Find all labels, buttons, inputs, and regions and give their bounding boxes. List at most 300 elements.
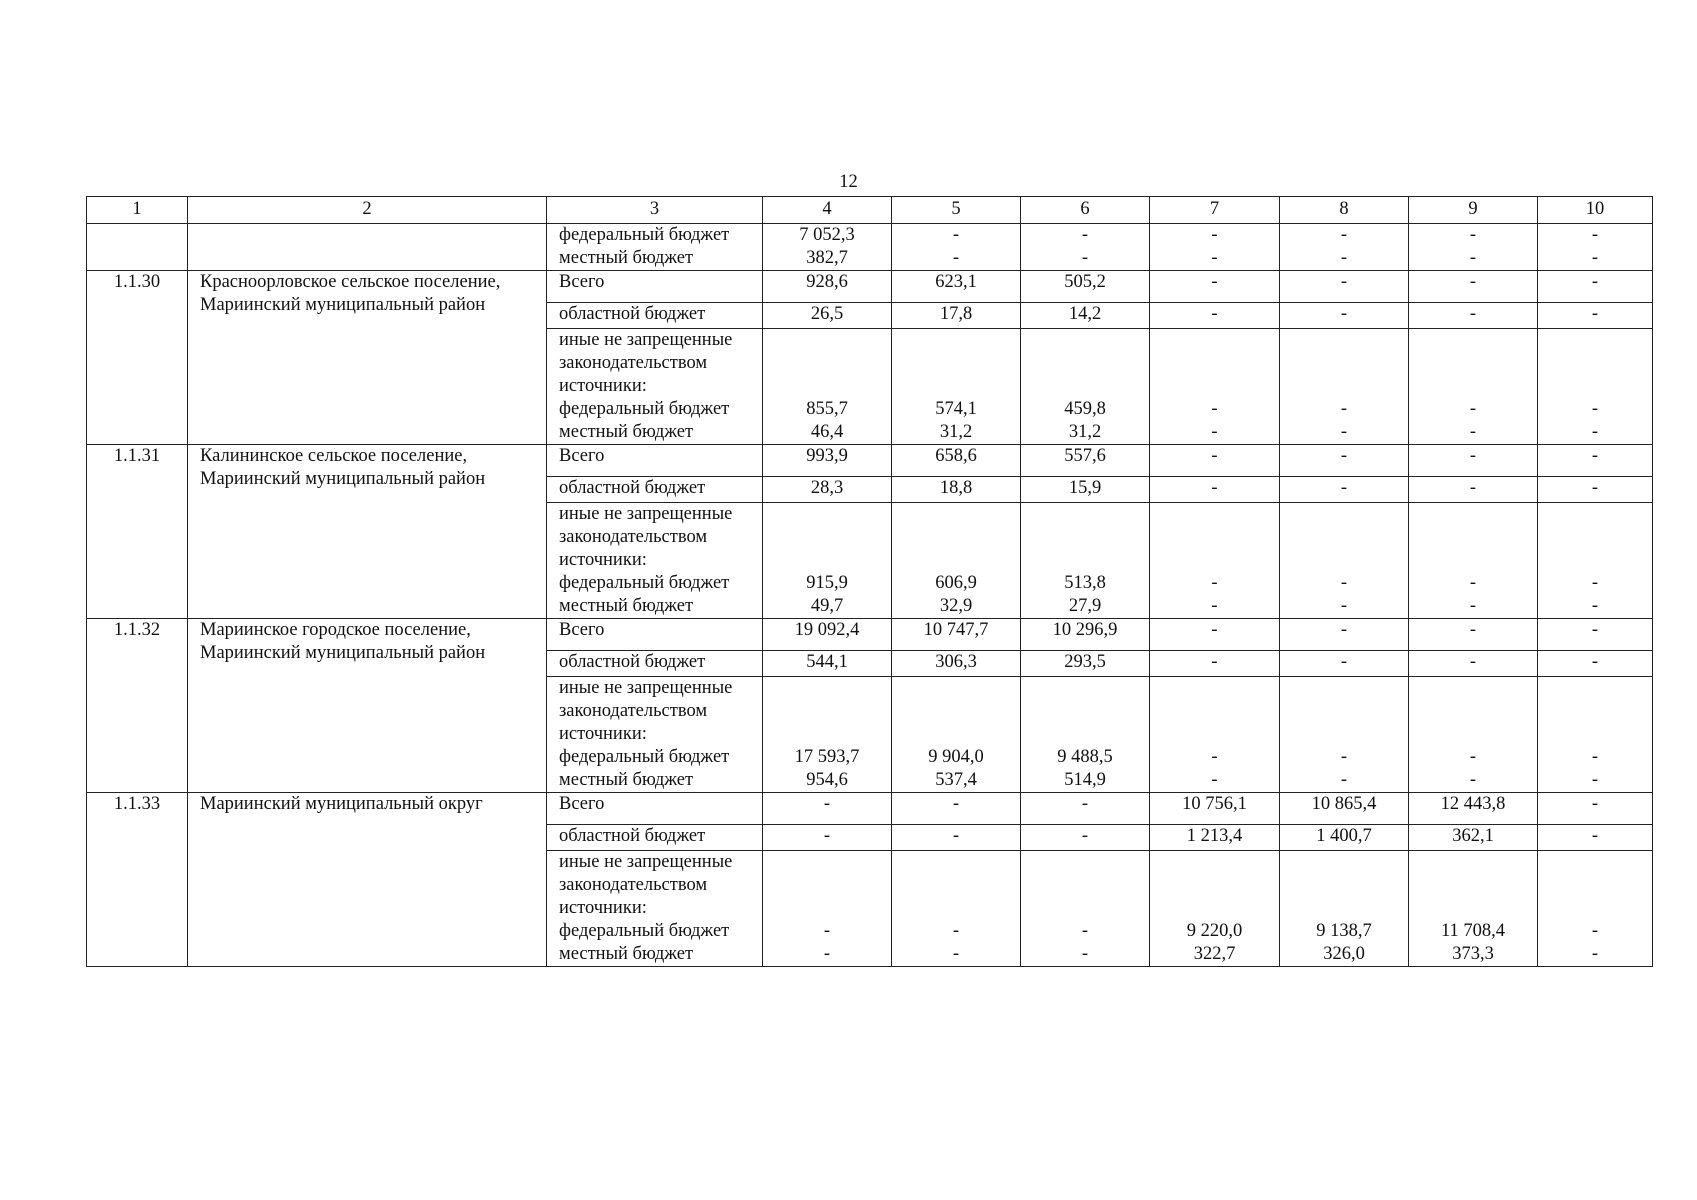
value-federal: 606,9 bbox=[935, 573, 977, 593]
value-stack bbox=[767, 851, 887, 966]
value-spacer bbox=[1542, 549, 1648, 572]
value-regional: 26,5 bbox=[763, 303, 892, 329]
value-cell bbox=[1538, 851, 1653, 967]
source-label-local: местный бюджет bbox=[559, 944, 694, 964]
value-local: - bbox=[1469, 248, 1477, 268]
value-spacer bbox=[1154, 700, 1275, 723]
value-spacer bbox=[767, 503, 887, 526]
value-spacer bbox=[1284, 723, 1404, 746]
value-spacer bbox=[767, 375, 887, 398]
value-spacer bbox=[1154, 526, 1275, 549]
value-federal: - bbox=[1591, 573, 1599, 593]
value-spacer bbox=[1413, 375, 1533, 398]
value-spacer bbox=[1284, 352, 1404, 375]
value-spacer bbox=[1542, 874, 1648, 897]
value-stack bbox=[1025, 224, 1145, 270]
value-total: 19 092,4 bbox=[763, 619, 892, 651]
value-total: - bbox=[1021, 793, 1150, 825]
value-regional: 17,8 bbox=[892, 303, 1021, 329]
value-federal: 9 220,0 bbox=[1186, 921, 1243, 941]
column-header: 6 bbox=[1021, 197, 1150, 224]
value-spacer bbox=[1542, 375, 1648, 398]
value-spacer bbox=[1025, 874, 1145, 897]
value-spacer bbox=[1413, 677, 1533, 700]
source-label-federal: федеральный бюджет bbox=[559, 921, 730, 941]
value-local: 32,9 bbox=[939, 596, 973, 616]
column-header: 3 bbox=[547, 197, 763, 224]
value-total: - bbox=[1409, 445, 1538, 477]
column-header: 5 bbox=[892, 197, 1021, 224]
value-spacer bbox=[1154, 503, 1275, 526]
value-cell bbox=[892, 851, 1021, 967]
value-stack bbox=[1025, 329, 1145, 444]
value-regional: - bbox=[1409, 477, 1538, 503]
value-cell bbox=[1280, 503, 1409, 619]
value-cell bbox=[1538, 503, 1653, 619]
value-stack bbox=[767, 224, 887, 270]
value-cell bbox=[1150, 677, 1280, 793]
row-code: 1.1.33 bbox=[87, 793, 188, 967]
value-regional: - bbox=[1538, 477, 1653, 503]
row-total bbox=[87, 619, 1653, 651]
row-code: 1.1.31 bbox=[87, 445, 188, 619]
value-spacer bbox=[767, 700, 887, 723]
value-stack bbox=[896, 677, 1016, 792]
value-total: - bbox=[1280, 619, 1409, 651]
value-spacer bbox=[1154, 352, 1275, 375]
column-header: 1 bbox=[87, 197, 188, 224]
value-spacer bbox=[896, 549, 1016, 572]
value-spacer bbox=[1025, 549, 1145, 572]
value-federal: - bbox=[1591, 921, 1599, 941]
value-spacer bbox=[1025, 723, 1145, 746]
source-label-federal: федеральный бюджет bbox=[559, 399, 730, 419]
value-spacer bbox=[1413, 723, 1533, 746]
value-federal: - bbox=[823, 921, 831, 941]
value-total: 505,2 bbox=[1021, 271, 1150, 303]
value-regional: - bbox=[1409, 303, 1538, 329]
value-spacer bbox=[767, 526, 887, 549]
value-federal: - bbox=[1211, 573, 1218, 593]
value-stack bbox=[1284, 329, 1404, 444]
value-regional: 28,3 bbox=[763, 477, 892, 503]
value-spacer bbox=[1025, 677, 1145, 700]
value-spacer bbox=[1413, 329, 1533, 352]
value-spacer bbox=[1025, 897, 1145, 920]
value-local: - bbox=[1469, 422, 1477, 442]
value-local: - bbox=[1591, 596, 1599, 616]
value-spacer bbox=[767, 874, 887, 897]
value-total: 928,6 bbox=[763, 271, 892, 303]
source-label-other: источники: bbox=[559, 724, 647, 744]
source-label-total: Всего bbox=[547, 271, 763, 303]
value-stack bbox=[1284, 851, 1404, 966]
value-regional: 293,5 bbox=[1021, 651, 1150, 677]
name-line: Мариинский муниципальный район bbox=[200, 295, 486, 315]
value-spacer bbox=[1154, 851, 1275, 874]
value-spacer bbox=[1154, 677, 1275, 700]
value-spacer bbox=[1542, 526, 1648, 549]
value-total: - bbox=[1409, 271, 1538, 303]
value-local: 27,9 bbox=[1068, 596, 1102, 616]
name-line: Мариинский муниципальный район bbox=[200, 643, 486, 663]
value-spacer bbox=[1542, 723, 1648, 746]
source-label-federal: федеральный бюджет bbox=[559, 573, 730, 593]
value-local: - bbox=[1591, 422, 1599, 442]
source-label-other: источники: bbox=[559, 898, 647, 918]
value-local: - bbox=[1081, 248, 1089, 268]
value-cell bbox=[1150, 503, 1280, 619]
value-federal: 574,1 bbox=[935, 399, 977, 419]
column-header: 4 bbox=[763, 197, 892, 224]
source-label-regional: областной бюджет bbox=[547, 303, 763, 329]
value-local: 514,9 bbox=[1064, 770, 1106, 790]
value-stack bbox=[1413, 851, 1533, 966]
value-spacer bbox=[1542, 897, 1648, 920]
value-total: 557,6 bbox=[1021, 445, 1150, 477]
value-cell bbox=[1538, 224, 1653, 271]
value-regional: - bbox=[892, 825, 1021, 851]
value-spacer bbox=[1284, 897, 1404, 920]
value-federal: - bbox=[1211, 747, 1218, 767]
value-spacer bbox=[1025, 375, 1145, 398]
source-cell bbox=[547, 329, 763, 445]
value-regional: 1 400,7 bbox=[1280, 825, 1409, 851]
value-spacer bbox=[896, 503, 1016, 526]
value-local: - bbox=[1340, 422, 1348, 442]
value-spacer bbox=[896, 677, 1016, 700]
empty-name-cell bbox=[188, 224, 547, 271]
value-stack bbox=[896, 851, 1016, 966]
value-stack bbox=[1284, 503, 1404, 618]
municipality-name bbox=[188, 619, 547, 793]
value-spacer bbox=[896, 375, 1016, 398]
value-cell bbox=[1150, 224, 1280, 271]
value-spacer bbox=[1284, 549, 1404, 572]
value-regional: - bbox=[1150, 477, 1280, 503]
value-local: - bbox=[1211, 770, 1218, 790]
value-stack bbox=[896, 329, 1016, 444]
value-stack bbox=[1025, 677, 1145, 792]
column-header: 2 bbox=[188, 197, 547, 224]
empty-code-cell bbox=[87, 224, 188, 271]
value-stack bbox=[1413, 677, 1533, 792]
value-regional: 306,3 bbox=[892, 651, 1021, 677]
value-regional: - bbox=[1280, 651, 1409, 677]
value-total: - bbox=[763, 793, 892, 825]
source-cell bbox=[547, 503, 763, 619]
source-label-regional: областной бюджет bbox=[547, 477, 763, 503]
value-local: 373,3 bbox=[1452, 944, 1494, 964]
value-spacer bbox=[1025, 503, 1145, 526]
value-cell bbox=[1280, 677, 1409, 793]
value-spacer bbox=[1542, 677, 1648, 700]
value-spacer bbox=[1025, 329, 1145, 352]
source-label-other: источники: bbox=[559, 550, 647, 570]
column-header: 10 bbox=[1538, 197, 1653, 224]
column-header-row bbox=[87, 197, 1653, 224]
value-local: 322,7 bbox=[1193, 944, 1236, 964]
value-spacer bbox=[1413, 503, 1533, 526]
value-spacer bbox=[1284, 375, 1404, 398]
value-local: - bbox=[1081, 944, 1089, 964]
value-total: 10 756,1 bbox=[1150, 793, 1280, 825]
value-total: - bbox=[892, 793, 1021, 825]
column-header: 9 bbox=[1409, 197, 1538, 224]
value-stack bbox=[1284, 677, 1404, 792]
value-spacer bbox=[896, 526, 1016, 549]
value-stack bbox=[1542, 503, 1648, 618]
value-federal: - bbox=[1591, 225, 1599, 245]
source-label-regional: областной бюджет bbox=[547, 825, 763, 851]
value-local: - bbox=[1340, 248, 1348, 268]
value-federal: - bbox=[1081, 921, 1089, 941]
source-label-other: иные не запрещенные bbox=[559, 678, 733, 698]
value-spacer bbox=[1025, 352, 1145, 375]
value-local: - bbox=[1591, 770, 1599, 790]
value-stack bbox=[1413, 329, 1533, 444]
name-line: Мариинское городское поселение, bbox=[200, 620, 471, 640]
value-federal: - bbox=[1591, 399, 1599, 419]
value-regional: - bbox=[1280, 477, 1409, 503]
value-regional: - bbox=[1409, 651, 1538, 677]
value-stack bbox=[1413, 224, 1533, 270]
value-spacer bbox=[1542, 352, 1648, 375]
value-stack bbox=[896, 224, 1016, 270]
value-stack bbox=[1154, 224, 1275, 270]
value-cell bbox=[1409, 224, 1538, 271]
value-spacer bbox=[896, 329, 1016, 352]
value-federal: - bbox=[1591, 747, 1599, 767]
value-spacer bbox=[1284, 677, 1404, 700]
value-local: - bbox=[1211, 248, 1218, 268]
value-local: - bbox=[1340, 770, 1348, 790]
row-code: 1.1.32 bbox=[87, 619, 188, 793]
budget-table bbox=[86, 196, 1653, 967]
value-spacer bbox=[1413, 874, 1533, 897]
value-cell bbox=[763, 224, 892, 271]
value-cell bbox=[1538, 677, 1653, 793]
value-total: 993,9 bbox=[763, 445, 892, 477]
value-stack bbox=[767, 329, 887, 444]
value-total: - bbox=[1150, 619, 1280, 651]
value-regional: - bbox=[1280, 303, 1409, 329]
value-total: - bbox=[1150, 445, 1280, 477]
row-total bbox=[87, 271, 1653, 303]
value-spacer bbox=[767, 329, 887, 352]
source-label-other: законодательством bbox=[559, 875, 708, 895]
value-federal: 513,8 bbox=[1064, 573, 1106, 593]
value-total: - bbox=[1409, 619, 1538, 651]
row-total bbox=[87, 793, 1653, 825]
value-federal: - bbox=[1469, 747, 1477, 767]
value-cell bbox=[1021, 329, 1150, 445]
source-cell bbox=[547, 677, 763, 793]
value-cell bbox=[1280, 329, 1409, 445]
source-label-other: источники: bbox=[559, 376, 647, 396]
value-regional: - bbox=[1150, 303, 1280, 329]
value-local: 326,0 bbox=[1323, 944, 1365, 964]
value-cell bbox=[763, 851, 892, 967]
value-regional: 18,8 bbox=[892, 477, 1021, 503]
table-body bbox=[87, 197, 1653, 967]
source-label-total: Всего bbox=[547, 619, 763, 651]
value-regional: - bbox=[1538, 651, 1653, 677]
value-cell bbox=[892, 329, 1021, 445]
source-label-total: Всего bbox=[547, 793, 763, 825]
name-line: Мариинский муниципальный округ bbox=[200, 794, 483, 814]
value-spacer bbox=[1542, 503, 1648, 526]
value-spacer bbox=[896, 700, 1016, 723]
value-local: 46,4 bbox=[810, 422, 844, 442]
source-label-local: местный бюджет bbox=[559, 770, 694, 790]
value-local: 31,2 bbox=[1068, 422, 1102, 442]
value-regional: 1 213,4 bbox=[1150, 825, 1280, 851]
row-total bbox=[87, 445, 1653, 477]
value-spacer bbox=[767, 897, 887, 920]
value-total: 658,6 bbox=[892, 445, 1021, 477]
source-cell bbox=[547, 224, 763, 271]
value-spacer bbox=[1284, 526, 1404, 549]
value-spacer bbox=[767, 549, 887, 572]
municipality-name bbox=[188, 793, 547, 967]
value-spacer bbox=[1154, 874, 1275, 897]
value-cell bbox=[1021, 224, 1150, 271]
page-number: 12 bbox=[839, 172, 858, 192]
value-cell bbox=[892, 503, 1021, 619]
column-header: 7 bbox=[1150, 197, 1280, 224]
value-stack bbox=[767, 503, 887, 618]
value-cell bbox=[1150, 851, 1280, 967]
value-federal: - bbox=[1081, 225, 1089, 245]
source-label-other: иные не запрещенные bbox=[559, 330, 733, 350]
value-federal: 459,8 bbox=[1064, 399, 1106, 419]
value-spacer bbox=[1413, 700, 1533, 723]
value-spacer bbox=[1025, 851, 1145, 874]
value-federal: 9 904,0 bbox=[928, 747, 984, 767]
name-line: Мариинский муниципальный район bbox=[200, 469, 486, 489]
value-federal: 915,9 bbox=[806, 573, 848, 593]
value-local: - bbox=[1469, 596, 1477, 616]
name-lines bbox=[200, 445, 542, 491]
value-spacer bbox=[1413, 352, 1533, 375]
value-cell bbox=[763, 503, 892, 619]
value-spacer bbox=[1413, 851, 1533, 874]
source-label-other: законодательством bbox=[559, 527, 708, 547]
value-federal: - bbox=[1211, 399, 1218, 419]
source-label-other: иные не запрещенные bbox=[559, 504, 733, 524]
value-stack bbox=[1154, 329, 1275, 444]
name-line: Калининское сельское поселение, bbox=[200, 446, 468, 466]
value-stack bbox=[1154, 677, 1275, 792]
value-local: - bbox=[1591, 944, 1599, 964]
value-cell bbox=[1021, 677, 1150, 793]
value-spacer bbox=[1154, 375, 1275, 398]
source-stack bbox=[559, 851, 758, 966]
value-cell bbox=[1021, 503, 1150, 619]
value-regional: - bbox=[1021, 825, 1150, 851]
value-stack bbox=[896, 503, 1016, 618]
source-stack bbox=[559, 503, 758, 618]
value-local: - bbox=[1211, 596, 1218, 616]
value-federal: - bbox=[1340, 399, 1348, 419]
value-local: 954,6 bbox=[806, 770, 848, 790]
value-cell bbox=[1409, 503, 1538, 619]
value-regional: - bbox=[763, 825, 892, 851]
value-stack bbox=[1025, 503, 1145, 618]
source-label-federal: федеральный бюджет bbox=[559, 225, 730, 245]
value-federal: - bbox=[1469, 573, 1477, 593]
value-spacer bbox=[896, 352, 1016, 375]
value-local: 31,2 bbox=[939, 422, 973, 442]
source-stack bbox=[559, 224, 758, 270]
source-label-local: местный бюджет bbox=[559, 248, 694, 268]
value-federal: - bbox=[952, 921, 960, 941]
value-local: - bbox=[1340, 596, 1348, 616]
municipality-name bbox=[188, 271, 547, 445]
value-stack bbox=[1542, 329, 1648, 444]
column-header: 8 bbox=[1280, 197, 1409, 224]
value-stack bbox=[1284, 224, 1404, 270]
value-stack bbox=[1542, 851, 1648, 966]
value-total: 10 296,9 bbox=[1021, 619, 1150, 651]
value-cell bbox=[1021, 851, 1150, 967]
value-cell bbox=[892, 677, 1021, 793]
source-stack bbox=[559, 329, 758, 444]
value-total: 12 443,8 bbox=[1409, 793, 1538, 825]
value-local: - bbox=[952, 944, 960, 964]
value-federal: - bbox=[1469, 399, 1477, 419]
value-federal: - bbox=[1211, 225, 1218, 245]
row-code: 1.1.30 bbox=[87, 271, 188, 445]
value-spacer bbox=[1542, 851, 1648, 874]
value-stack bbox=[1025, 851, 1145, 966]
value-local: 49,7 bbox=[810, 596, 844, 616]
value-total: 623,1 bbox=[892, 271, 1021, 303]
value-total: - bbox=[1280, 445, 1409, 477]
value-local: 537,4 bbox=[935, 770, 977, 790]
source-label-total: Всего bbox=[547, 445, 763, 477]
value-stack bbox=[1542, 677, 1648, 792]
value-regional: - bbox=[1538, 825, 1653, 851]
value-spacer bbox=[1154, 897, 1275, 920]
value-cell bbox=[1538, 329, 1653, 445]
value-cell bbox=[892, 224, 1021, 271]
source-stack bbox=[559, 677, 758, 792]
value-spacer bbox=[767, 851, 887, 874]
value-cell bbox=[1409, 851, 1538, 967]
value-total: - bbox=[1538, 619, 1653, 651]
source-label-regional: областной бюджет bbox=[547, 651, 763, 677]
value-regional: 362,1 bbox=[1409, 825, 1538, 851]
value-total: - bbox=[1150, 271, 1280, 303]
value-spacer bbox=[1284, 874, 1404, 897]
value-federal: - bbox=[1469, 225, 1477, 245]
value-regional: 14,2 bbox=[1021, 303, 1150, 329]
value-spacer bbox=[767, 352, 887, 375]
value-federal: 9 488,5 bbox=[1057, 747, 1113, 767]
value-federal: - bbox=[1340, 225, 1348, 245]
value-spacer bbox=[896, 851, 1016, 874]
value-spacer bbox=[1154, 723, 1275, 746]
value-stack bbox=[1413, 503, 1533, 618]
value-total: 10 747,7 bbox=[892, 619, 1021, 651]
value-cell bbox=[763, 329, 892, 445]
source-label-local: местный бюджет bbox=[559, 422, 694, 442]
value-local: - bbox=[1591, 248, 1599, 268]
value-spacer bbox=[1284, 329, 1404, 352]
continuation-row bbox=[87, 224, 1653, 271]
